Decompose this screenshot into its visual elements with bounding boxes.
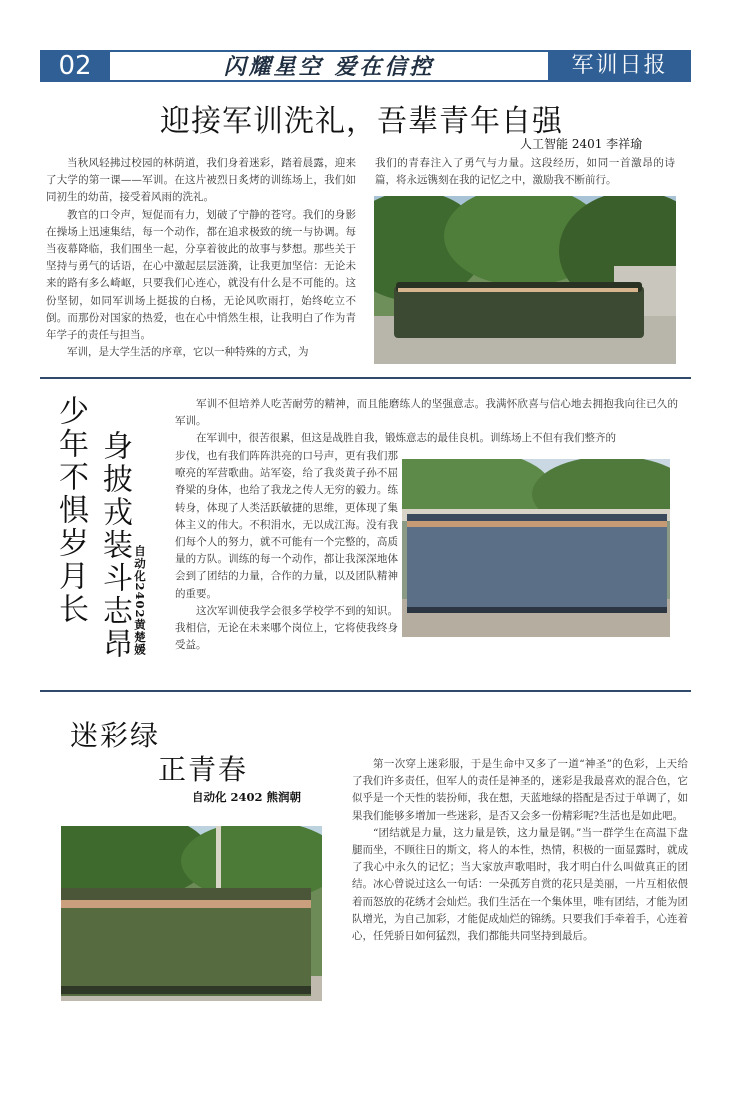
article1-paragraph: 军训，是大学生活的序章，它以一种特殊的方式，为 [67, 346, 309, 359]
article1-byline: 人工智能 2401 李祥瑜 [520, 137, 643, 151]
article3-column-right [352, 756, 688, 945]
photo-troops-drill [402, 459, 670, 637]
article3-title-line2: 正青春 [158, 753, 249, 786]
article3-paragraph: “团结就是力量，这力量是铁，这力量是钢。”当一群学生在高温下盘腿而坐，不顾往日的斯文，将人的本性，热情，积极的一面显露时，就成了我心中永久的记忆；当大家放声歌唱时，我才明白什么叫做真正的团结。冰心曾说过这么一句话：一朵孤芳自赏的花只是美丽，一片互相依偎着而怒放的花绣才会灿烂。我们生活在一个集体里，唯有团结，才能为团队增光，为自己加彩，才能促成灿烂的锦绣。只要我们手牵着手，心连着心，任凭骄日如何猛烈，我们都能共同坚持到最后。 [352, 826, 688, 943]
article1-column-right [375, 155, 675, 189]
article1-column-left [46, 155, 356, 361]
article3-byline: 自动化 2402 熊润朝 [192, 790, 302, 804]
article2-paragraph: 军训不但培养人吃苦耐劳的精神，而且能磨练人的坚强意志。我满怀欣喜与信心地去拥抱我向往已久的军训。 [175, 398, 678, 428]
header-motto: 闪耀星空 爱在信控 [223, 55, 435, 80]
photo-troops-formation [61, 826, 322, 1001]
page-number: 02 [40, 50, 110, 82]
article1-paragraph: 教官的口令声，短促而有力，划破了宁静的苍穹。我们的身影在操场上迅速集结，每一个动作，都在追求极致的统一与协调。每当夜幕降临，我们围坐一起，分享着彼此的故事与梦想。那些关于坚持与勇气的话语，在心中激起层层涟漪，让我更加坚信：无论未来的路有多么崎岖，只要我们心连心，就没有什么是不可能的。这份坚韧，如同军训场上挺拔的白杨，无论风吹雨打，始终屹立不倒。而那份对国家的热爱，也在心中悄然生根，让我明白了作为青年学子的责任与担当。 [46, 208, 356, 342]
article2-top-text [175, 396, 678, 448]
photo-troops-marching-road [374, 196, 676, 364]
article3-title-line1: 迷彩绿 [70, 719, 161, 752]
article1-title: 迎接军训洗礼，吾辈青年自强 [160, 104, 563, 139]
article2-title-line2: 身披戎装斗志昂 [97, 430, 132, 661]
article2-paragraph: 这次军训使我学会很多学校学不到的知识。我相信，无论在未来哪个岗位上，它将使我终身受益。 [175, 604, 398, 652]
section-divider [40, 690, 691, 692]
article2-byline: 自动化2402黄楚媛 [133, 545, 147, 657]
article2-column-left [175, 448, 398, 654]
paper-name: 军训日报 [548, 50, 691, 82]
article2-paragraph: 在军训中，很苦很累，但这是战胜自我，锻炼意志的最佳良机。训练场上不但有我们整齐的 [196, 432, 616, 445]
article1-paragraph: 当秋风轻拂过校园的林荫道，我们身着迷彩，踏着晨露，迎来了大学的第一课——军训。在这片被烈日炙烤的训练场上，我们如同初生的幼苗，接受着风雨的洗礼。 [46, 157, 356, 204]
article2-title-line1: 少年不惧岁月长 [53, 395, 88, 626]
article2-paragraph: 步伐，也有我们阵阵洪亮的口号声，更有我们那嘹亮的军营歌曲。站军姿，给了我炎黄子孙不屈脊梁的身体，也给了我龙之传人无穷的毅力。练转身，体现了人类活跃敏捷的思维，更体现了集体主义的伟大。不积涓水，无以成江海。没有我们每个人的努力，就不可能有一个完整的，高质量的方队。训练的每一个动作，都让我深深地体会到了团结的力量，合作的力量，以及团队精神的重要。 [175, 450, 398, 600]
article1-paragraph: 我们的青春注入了勇气与力量。这段经历，如同一首激昂的诗篇，将永远镌刻在我的记忆之中，激励我不断前行。 [375, 157, 675, 187]
article3-paragraph: 第一次穿上迷彩服，于是生命中又多了一道“神圣”的色彩，上天给了我们许多责任，但军人的责任是神圣的，迷彩是我最喜欢的混合色，它似乎是一个天性的装扮师，我在想，天蓝地绿的搭配是否过于单调了，如果我们能够多增加一些迷彩，是否又会多一份精彩呢?生活也是如此吧。 [352, 758, 688, 822]
section-divider [40, 377, 691, 379]
